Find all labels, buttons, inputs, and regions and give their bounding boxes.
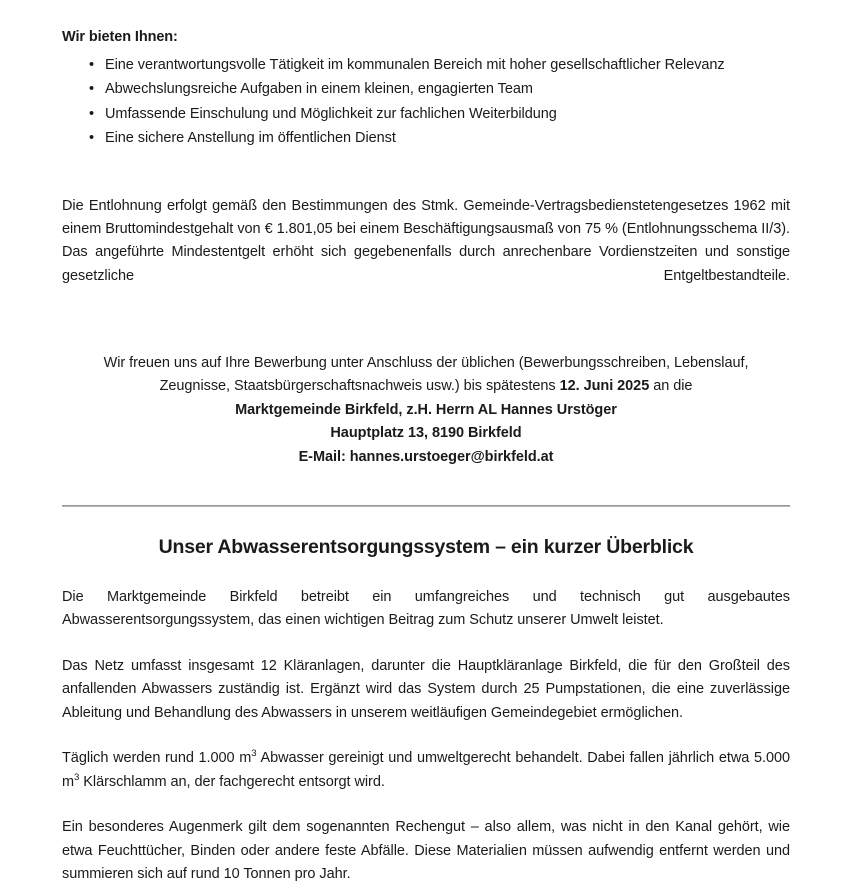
application-intro-tail: an die [649,378,693,395]
offer-heading: Wir bieten Ihnen: [62,29,178,45]
page-title: Unser Abwasserentsorgungssystem – ein kurzer Überblick [158,536,694,559]
application-recipient: Marktgemeinde Birkfeld, z.H. Herrn AL Hannes Urstöger [235,401,617,418]
cubic-meter-superscript: 3 [251,748,257,760]
application-email: E-Mail: hannes.urstoeger@birkfeld.at [298,448,554,465]
list-item-label: Abwechslungsreiche Aufgaben in einem kleinen, engagierten Team [105,81,533,98]
sewer-paragraph-intro: Die Marktgemeinde Birkfeld betreibt ein umfangreiches und technisch gut ausgebautes Abwasserentsorgungssystem, das einen wichtigen Beitrag zum Schutz unserer Umwelt leistet. [62,588,790,629]
bullet-icon: • [89,56,95,73]
bullet-icon: • [89,81,95,98]
salary-paragraph: Die Entlohnung erfolgt gemäß den Bestimmungen des Stmk. Gemeinde-Vertragsbedienstetengesetzes 1962 mit einem Bruttomindestgehalt von € 1.801,05 bei einem Beschäftigungsausmaß von 75 % (Entlohnungsschema II/3). Das angeführte Mindestentgelt erhöht sich gegebenenfalls durch anrechenbare Vordienstzeiten und sonstige gesetzliche Entgeltbestandteile. [62,197,790,284]
sewer-paragraph-network: Das Netz umfasst insgesamt 12 Kläranlagen, darunter die Hauptkläranlage Birkfeld, die für den Großteil des anfallenden Abwassers zuständig ist. Ergänzt wird das System durch 25 Pumpstationen, die eine zuverlässige Ableitung und Behandlung des Abwassers in unserem weitläufigen Gemeindegebiet ermöglichen. [62,657,790,721]
application-intro-text: Wir freuen uns auf Ihre Bewerbung unter Anschluss der üblichen (Bewerbungsschreiben, Lebenslauf, Zeugnisse, Staatsbürgerschaftsnachweis usw.) bis spätestens [103,354,749,395]
daily-text-part3: Klärschlamm an, der fachgerecht entsorgt wird. [79,773,385,790]
list-item-label: Umfassende Einschulung und Möglichkeit zur fachlichen Weiterbildung [105,105,557,122]
application-intro [62,352,790,399]
daily-text-part1: Täglich werden rund 1.000 m [62,750,252,767]
list-item-label: Eine sichere Anstellung im öffentlichen Dienst [105,130,396,147]
sewer-paragraph-daily [62,747,790,794]
section-divider [62,505,790,507]
application-address: Hauptplatz 13, 8190 Birkfeld [330,425,522,442]
offer-benefits-list [62,54,790,151]
bullet-icon: • [89,105,95,122]
application-block [62,352,790,469]
sewer-paragraph-screenings: Ein besonderes Augenmerk gilt dem sogenannten Rechengut – also allem, was nicht in den Kanal gehört, wie etwa Feuchttücher, Binden oder andere feste Abfälle. Diese Materialien müssen aufwendig entfernt werden und summieren sich auf rund 10 Tonnen pro Jahr. [62,819,790,883]
document-content [62,28,790,887]
cubic-meter-superscript: 3 [74,771,80,783]
application-deadline: 12. Juni 2025 [559,378,650,395]
bullet-icon: • [89,130,95,147]
list-item [62,103,770,126]
list-item-label: Eine verantwortungsvolle Tätigkeit im kommunalen Bereich mit hoher gesellschaftlicher Relevanz [105,56,725,73]
list-item [62,78,770,101]
list-item [62,127,770,150]
daily-text-part2: Abwasser gereinigt und umweltgerecht behandelt. Dabei fallen jährlich etwa 5.000 m [62,750,790,790]
list-item [62,54,770,77]
